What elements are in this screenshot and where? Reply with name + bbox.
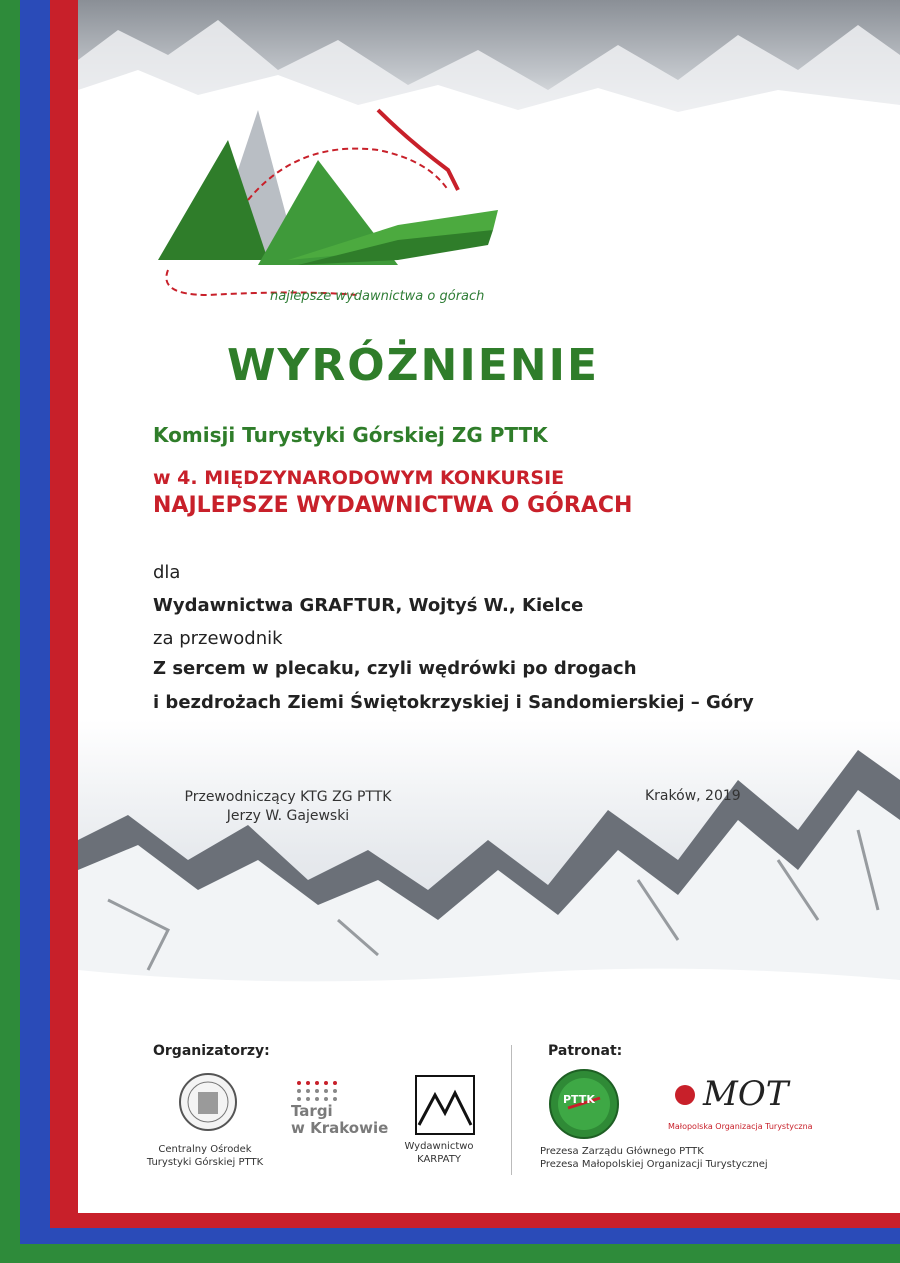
bottom-mountain-image <box>78 720 900 1025</box>
logo-tagline: najlepsze wydawnictwa o górach <box>270 289 485 304</box>
footer-divider <box>511 1045 512 1175</box>
organizer-karpaty-caption: Wydawnictwo KARPATY <box>404 1141 474 1165</box>
certificate-page <box>78 0 900 1213</box>
organizer-targi-caption: Targi w Krakowie <box>291 1102 389 1137</box>
certificate-title: WYRÓŻNIENIE <box>226 340 600 391</box>
guide-label: za przewodnik <box>153 628 283 649</box>
pttk-logo-text: PTTK <box>563 1093 595 1106</box>
place-date: Kraków, 2019 <box>645 788 741 804</box>
signature-role: Przewodniczący KTG ZG PTTK <box>184 789 392 805</box>
karpaty-mountain-icon <box>415 1075 475 1135</box>
contest-logo <box>148 100 508 320</box>
commission-line: Komisji Turystyki Górskiej ZG PTTK <box>153 423 548 447</box>
signature-name: Jerzy W. Gajewski <box>226 808 350 824</box>
targi-dots-icon <box>296 1080 338 1102</box>
signature-block <box>158 788 418 826</box>
mot-red-dot-icon <box>674 1084 696 1106</box>
mot-logo-text: MOT <box>703 1074 789 1114</box>
mot-caption: Małopolska Organizacja Turystyczna <box>668 1122 813 1131</box>
cotg-seal-icon <box>178 1067 238 1137</box>
patronage-label: Patronat: <box>548 1043 623 1059</box>
organizer-cotg-caption: Centralny Ośrodek Turystyki Górskiej PTTK <box>146 1144 264 1168</box>
for-label: dla <box>153 562 181 583</box>
organizers-label: Organizatorzy: <box>153 1043 270 1059</box>
contest-line-2: NAJLEPSZE WYDAWNICTWA O GÓRACH <box>153 493 633 518</box>
book-title-line-2: i bezdrożach Ziemi Świętokrzyskiej i Sandomierskiej – Góry <box>153 692 754 713</box>
book-title-line-1: Z sercem w plecaku, czyli wędrówki po drogach <box>153 658 637 679</box>
contest-line-1: w 4. MIĘDZYNARODOWYM KONKURSIE <box>153 467 565 489</box>
patronage-caption: Prezesa Zarządu Głównego PTTK Prezesa Małopolskiej Organizacji Turystycznej <box>540 1146 768 1170</box>
publisher-name: Wydawnictwa GRAFTUR, Wojtyś W., Kielce <box>153 595 584 616</box>
